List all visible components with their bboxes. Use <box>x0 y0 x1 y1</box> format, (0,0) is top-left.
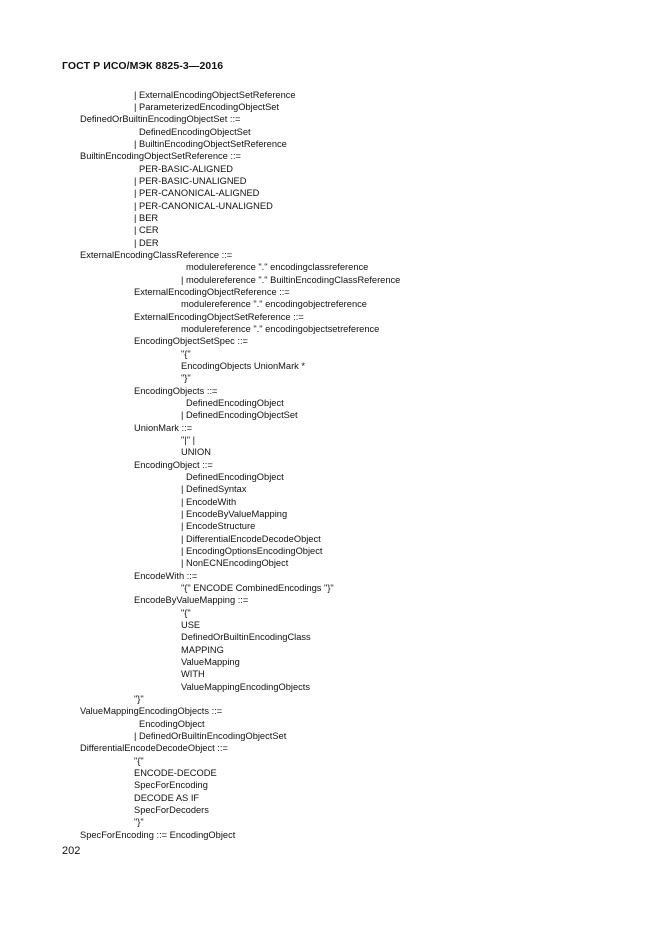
grammar-line: | DefinedOrBuiltinEncodingObjectSet <box>134 731 287 741</box>
grammar-line: modulereference "." encodingobjectsetreference <box>181 324 380 334</box>
grammar-line: ValueMappingEncodingObjects ::= <box>80 706 223 716</box>
grammar-line: ValueMappingEncodingObjects <box>181 682 311 692</box>
grammar-line: DefinedOrBuiltinEncodingClass <box>181 632 311 642</box>
grammar-line: EncodingObjects UnionMark * <box>181 361 306 371</box>
grammar-line: SpecForEncoding ::= EncodingObject <box>80 830 236 840</box>
grammar-line: USE <box>181 620 201 630</box>
grammar-line: "}" <box>134 694 144 704</box>
grammar-line: "{" <box>181 349 191 359</box>
grammar-line: BuiltinEncodingObjectSetReference ::= <box>80 151 241 161</box>
grammar-line: ENCODE-DECODE <box>134 768 217 778</box>
grammar-line: "{" ENCODE CombinedEncodings "}" <box>181 583 334 593</box>
grammar-line: | DefinedEncodingObjectSet <box>181 410 298 420</box>
grammar-line: | EncodeStructure <box>181 521 256 531</box>
grammar-line: modulereference "." encodingobjectreference <box>181 299 367 309</box>
grammar-line: PER-BASIC-ALIGNED <box>139 164 234 174</box>
grammar-line: MAPPING <box>181 645 224 655</box>
grammar-line: "}" <box>181 373 191 383</box>
grammar-line: EncodingObject ::= <box>134 460 213 470</box>
grammar-line: "|" | <box>181 435 196 445</box>
document-header: ГОСТ Р ИСО/МЭК 8825-3—2016 <box>62 60 224 72</box>
grammar-line: | DER <box>134 238 159 248</box>
grammar-line: | ExternalEncodingObjectSetReference <box>134 90 296 100</box>
grammar-line: | NonECNEncodingObject <box>181 558 289 568</box>
grammar-line: "{" <box>181 608 191 618</box>
grammar-line: UNION <box>181 447 211 457</box>
grammar-line: EncodeWith ::= <box>134 571 198 581</box>
grammar-line: SpecForDecoders <box>134 805 209 815</box>
grammar-line: DefinedEncodingObjectSet <box>139 127 251 137</box>
grammar-line: EncodingObject <box>139 719 205 729</box>
grammar-line: "{" <box>134 756 144 766</box>
grammar-line: EncodeByValueMapping ::= <box>134 595 249 605</box>
grammar-line: DifferentialEncodeDecodeObject ::= <box>80 743 228 753</box>
grammar-line: | CER <box>134 225 159 235</box>
grammar-line: DECODE AS IF <box>134 793 200 803</box>
grammar-line: | PER-BASIC-UNALIGNED <box>134 176 247 186</box>
grammar-line: | EncodeWith <box>181 497 237 507</box>
grammar-line: | EncodeByValueMapping <box>181 509 288 519</box>
grammar-line: EncodingObjects ::= <box>134 386 218 396</box>
grammar-line: | ParameterizedEncodingObjectSet <box>134 102 280 112</box>
grammar-line: ExternalEncodingClassReference ::= <box>80 250 233 260</box>
grammar-line: EncodingObjectSetSpec ::= <box>134 336 248 346</box>
grammar-line: ExternalEncodingObjectSetReference ::= <box>134 312 304 322</box>
grammar-line: | PER-CANONICAL-ALIGNED <box>134 188 260 198</box>
grammar-line: | DefinedSyntax <box>181 484 247 494</box>
grammar-line: ExternalEncodingObjectReference ::= <box>134 287 290 297</box>
grammar-line: "}" <box>134 817 144 827</box>
grammar-line: modulereference "." encodingclassreference <box>186 262 369 272</box>
grammar-line: | EncodingOptionsEncodingObject <box>181 546 323 556</box>
grammar-line: ValueMapping <box>181 657 240 667</box>
grammar-line: WITH <box>181 669 205 679</box>
page-number: 202 <box>62 845 81 857</box>
grammar-line: | BuiltinEncodingObjectSetReference <box>134 139 287 149</box>
grammar-line: | modulereference "." BuiltinEncodingClassReference <box>181 275 401 285</box>
grammar-line: DefinedEncodingObject <box>186 472 284 482</box>
grammar-line: DefinedOrBuiltinEncodingObjectSet ::= <box>80 114 241 124</box>
grammar-line: DefinedEncodingObject <box>186 398 284 408</box>
grammar-line: | PER-CANONICAL-UNALIGNED <box>134 201 273 211</box>
grammar-line: | BER <box>134 213 159 223</box>
grammar-line: | DifferentialEncodeDecodeObject <box>181 534 321 544</box>
grammar-line: SpecForEncoding <box>134 780 208 790</box>
grammar-line: UnionMark ::= <box>134 423 193 433</box>
